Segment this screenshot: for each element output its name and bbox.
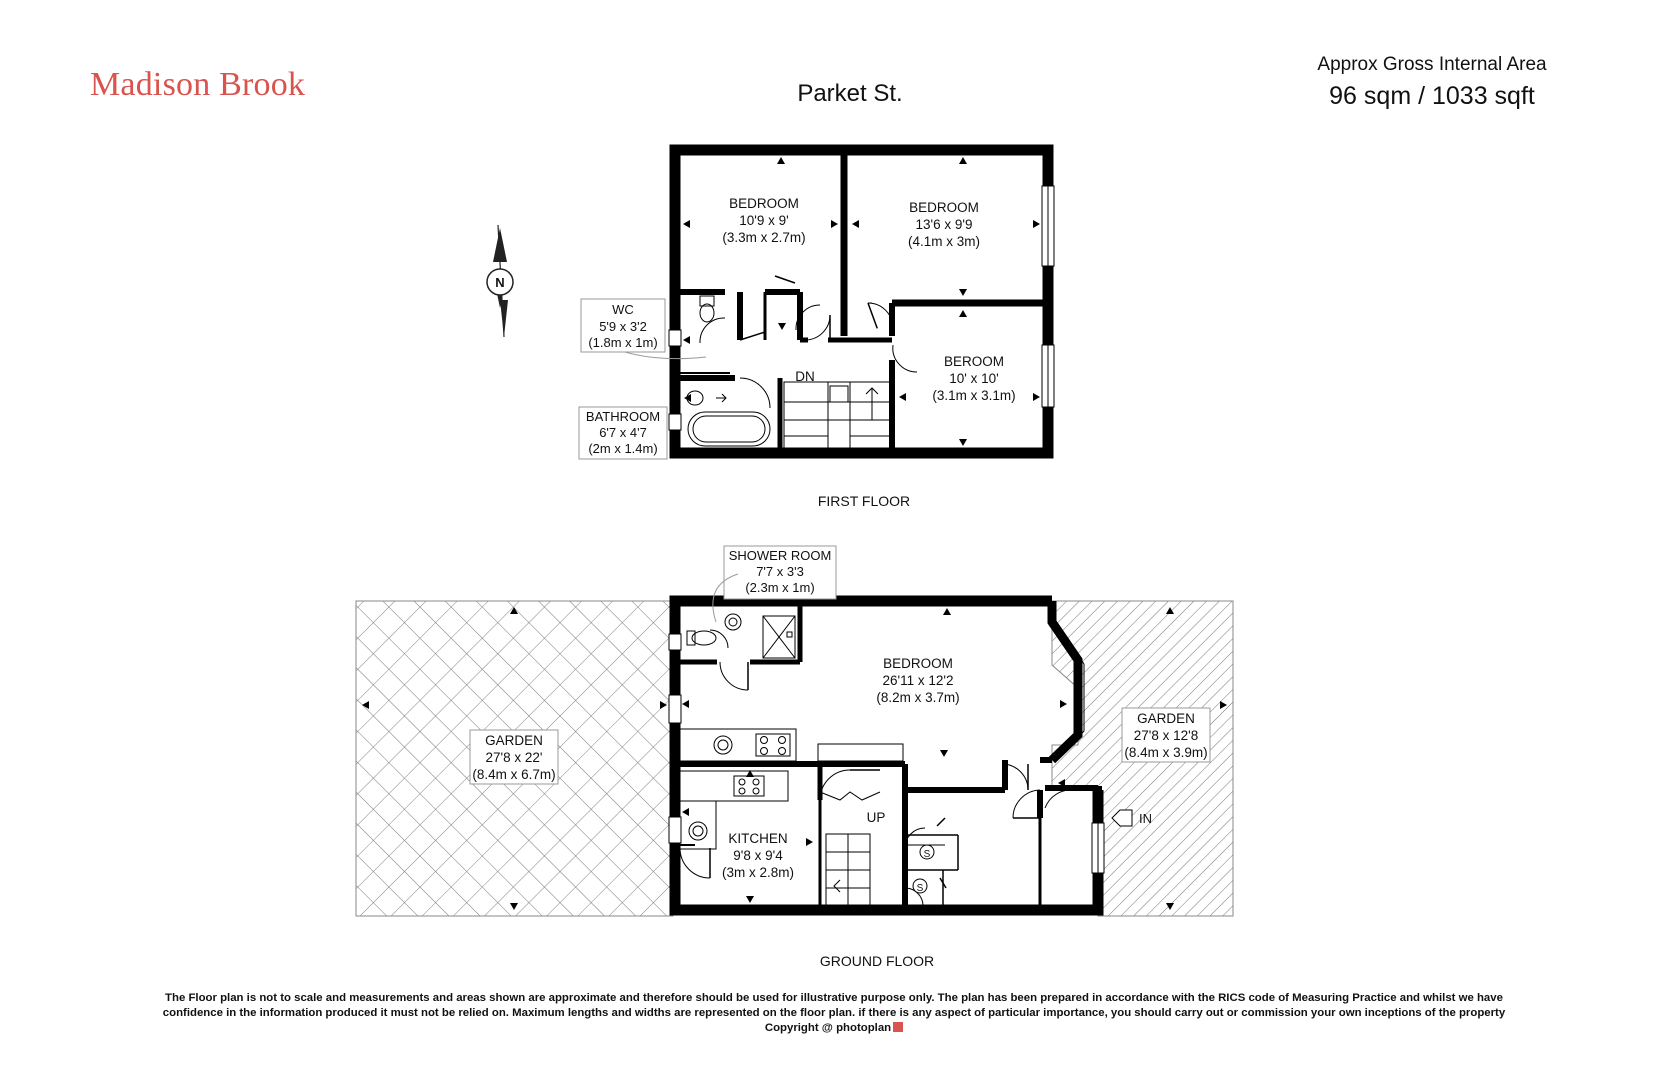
- svg-text:10'9 x 9': 10'9 x 9': [739, 213, 789, 228]
- svg-text:KITCHEN: KITCHEN: [728, 831, 788, 846]
- room-label-garden-left: [470, 730, 558, 784]
- room-label-garden-right: [1122, 708, 1210, 762]
- room-label-gf-shower-room: [713, 546, 836, 622]
- ff-stairs-label: DN: [795, 369, 815, 384]
- disclaimer-line-1: The Floor plan is not to scale and measurements and areas shown are approximate and therefore should be used for illustrative purpose only. The plan has been prepared in accordance with the RICS code of Measuring Practice and whilst we have: [165, 992, 1503, 1004]
- first-floor-stairs: [784, 382, 892, 452]
- svg-text:BATHROOM: BATHROOM: [585, 409, 661, 424]
- photoplan-logo: photoplan: [836, 1022, 892, 1034]
- compass: [487, 225, 513, 337]
- svg-text:BEDROOM: BEDROOM: [883, 656, 953, 671]
- entrance-label: IN: [1139, 811, 1152, 826]
- svg-text:(8.4m x 3.9m): (8.4m x 3.9m): [1124, 745, 1208, 760]
- svg-text:13'6 x 9'9: 13'6 x 9'9: [915, 217, 973, 232]
- svg-text:27'8 x 22': 27'8 x 22': [485, 750, 543, 765]
- svg-text:(3.1m x 3.1m): (3.1m x 3.1m): [932, 388, 1016, 403]
- room-label-ff-bathroom: [579, 407, 667, 459]
- area-value: 96 sqm / 1033 sqft: [1329, 82, 1535, 110]
- brand-logo: Madison Brook: [90, 66, 306, 103]
- disclaimer-line-2: confidence in the information produced it must not be relied on. Maximum lengths and widths are represented on the floor plan. if there is any aspect of particular importance, you should carry out or commission your own inceptions of the property: [162, 1007, 1506, 1019]
- svg-text:(3.3m x 2.7m): (3.3m x 2.7m): [722, 230, 806, 245]
- compass-label: N: [495, 275, 505, 290]
- svg-text:26'11 x 12'2: 26'11 x 12'2: [882, 673, 954, 688]
- svg-text:6'7 x 4'7: 6'7 x 4'7: [599, 425, 647, 440]
- svg-text:GARDEN: GARDEN: [1137, 711, 1195, 726]
- meter-symbol-2: S: [916, 883, 924, 894]
- svg-text:5'9 x 3'2: 5'9 x 3'2: [599, 319, 647, 334]
- svg-text:WC: WC: [612, 302, 634, 317]
- svg-text:(2.3m x 1m): (2.3m x 1m): [745, 580, 815, 595]
- room-label-gf-bedroom: [876, 656, 959, 705]
- first-floor-plan: [579, 150, 1054, 459]
- area-label: Approx Gross Internal Area: [1317, 54, 1547, 75]
- svg-text:(3m x 2.8m): (3m x 2.8m): [721, 865, 795, 880]
- svg-text:SHOWER ROOM: SHOWER ROOM: [728, 548, 832, 563]
- photoplan-logo-icon: [893, 1022, 903, 1032]
- svg-text:(4.1m x 3m): (4.1m x 3m): [907, 234, 981, 249]
- copyright-line: [40, 1021, 1628, 1036]
- svg-text:7'7 x 3'3: 7'7 x 3'3: [756, 564, 804, 579]
- disclaimer: [40, 991, 1628, 1036]
- room-label-ff-bedroom-1: [722, 196, 805, 245]
- svg-text:GARDEN: GARDEN: [485, 733, 543, 748]
- ground-floor-plan: [356, 546, 1233, 916]
- ground-floor-stairs: [826, 834, 870, 906]
- svg-text:(1.8m x 1m): (1.8m x 1m): [588, 335, 658, 350]
- svg-text:(8.2m x 3.7m): (8.2m x 3.7m): [876, 690, 960, 705]
- svg-text:9'8 x 9'4: 9'8 x 9'4: [733, 848, 783, 863]
- room-label-ff-beroom: [932, 354, 1015, 403]
- svg-text:BEROOM: BEROOM: [943, 354, 1005, 369]
- copyright-text: Copyright @: [764, 1022, 833, 1034]
- room-label-ff-bedroom-2: [908, 200, 980, 249]
- room-label-ff-wc: [581, 299, 706, 359]
- svg-text:(2m x 1.4m): (2m x 1.4m): [588, 441, 658, 456]
- property-address: Parket St.: [797, 80, 903, 107]
- first-floor-label: FIRST FLOOR: [817, 493, 911, 509]
- svg-text:BEDROOM: BEDROOM: [909, 200, 979, 215]
- svg-text:BEDROOM: BEDROOM: [729, 196, 799, 211]
- svg-text:10' x 10': 10' x 10': [949, 371, 999, 386]
- ground-floor-label: GROUND FLOOR: [819, 953, 935, 969]
- svg-text:27'8 x 12'8: 27'8 x 12'8: [1133, 728, 1199, 743]
- room-label-gf-kitchen: [722, 831, 794, 880]
- meter-symbol-1: S: [923, 849, 931, 860]
- gf-stairs-label: UP: [866, 810, 886, 825]
- svg-text:(8.4m x 6.7m): (8.4m x 6.7m): [472, 767, 556, 782]
